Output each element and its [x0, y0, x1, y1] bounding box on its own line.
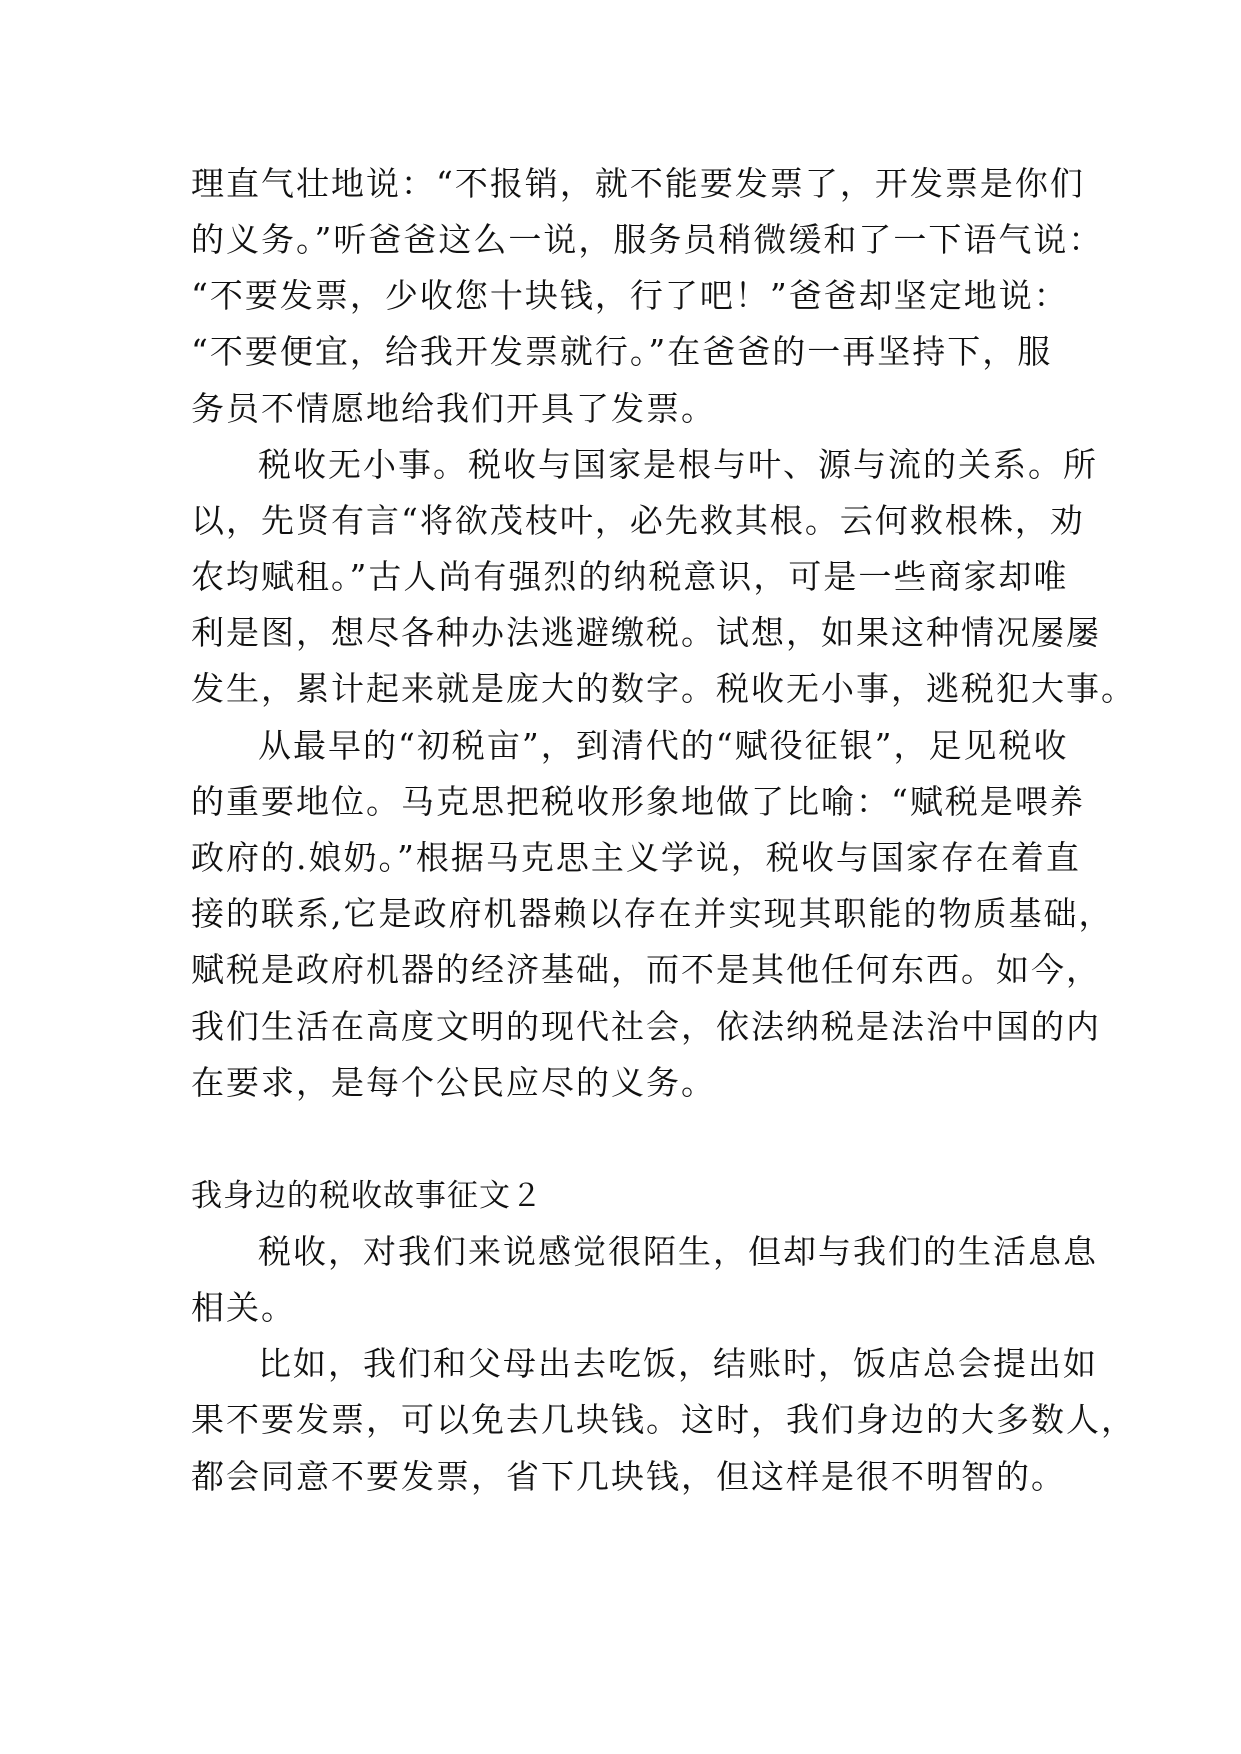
paragraph-first-line: 税收，对我们来说感觉很陌生，但却与我们的生活息息 [258, 1232, 1098, 1271]
text-line: 果不要发票，可以免去几块钱。这时，我们身边的大多数人， [191, 1400, 1136, 1439]
text-line: 接的联系,它是政府机器赖以存在并实现其职能的物质基础， [191, 894, 1114, 933]
text-line: 都会同意不要发票，省下几块钱，但这样是很不明智的。 [191, 1457, 1066, 1496]
text-line: 赋税是政府机器的经济基础，而不是其他任何东西。如今， [191, 950, 1101, 989]
section-heading: 我身边的税收故事征文２ [191, 1178, 543, 1214]
text-line: 的重要地位。马克思把税收形象地做了比喻：“赋税是喂养 [191, 782, 1085, 821]
paragraph-first-line: 比如，我们和父母出去吃饭，结账时，饭店总会提出如 [258, 1344, 1098, 1383]
text-line: 发生，累计起来就是庞大的数字。税收无小事，逃税犯大事。 [191, 669, 1136, 708]
text-line: 农均赋租。”古人尚有强烈的纳税意识，可是一些商家却唯 [191, 557, 1069, 596]
text-line: 在要求，是每个公民应尽的义务。 [191, 1063, 716, 1102]
text-line: 政府的.娘奶。”根据马克思主义学说，税收与国家存在着直 [191, 838, 1081, 877]
text-line: 以，先贤有言“将欲茂枝叶，必先救其根。云何救根株，劝 [191, 501, 1085, 540]
text-line: “不要便宜，给我开发票就行。”在爸爸的一再坚持下，服 [191, 332, 1053, 371]
text-line: 的义务。”听爸爸这么一说，服务员稍微缓和了一下语气说： [191, 220, 1104, 259]
text-line: 务员不情愿地给我们开具了发票。 [191, 389, 716, 428]
text-line: 相关。 [191, 1288, 296, 1327]
paragraph-first-line: 税收无小事。税收与国家是根与叶、源与流的关系。所 [258, 445, 1098, 484]
text-line: 利是图，想尽各种办法逃避缴税。试想，如果这种情况屡屡 [191, 613, 1101, 652]
text-line: 理直气壮地说：“不报销，就不能要发票了，开发票是你们 [191, 164, 1085, 203]
paragraph-first-line: 从最早的“初税亩”，到清代的“赋役征银”，足见税收 [258, 726, 1069, 765]
text-line: “不要发票，少收您十块钱，行了吧！”爸爸却坚定地说： [191, 276, 1069, 315]
text-line: 我们生活在高度文明的现代社会，依法纳税是法治中国的内 [191, 1007, 1101, 1046]
